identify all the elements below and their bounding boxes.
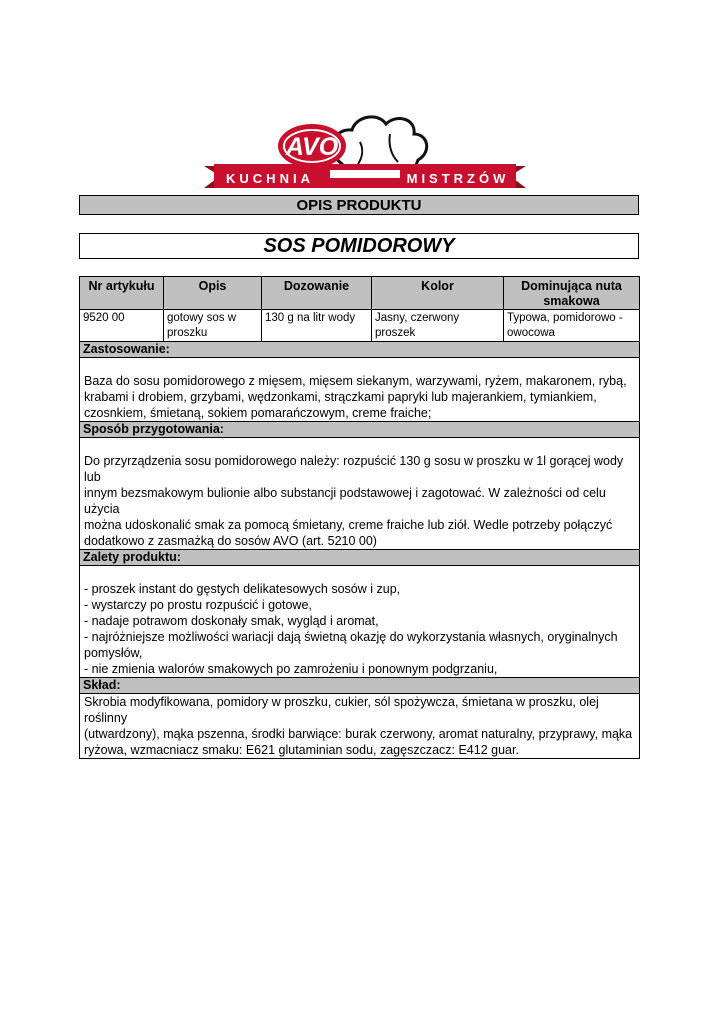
col-header-flavor: Dominująca nuta smakowa bbox=[504, 277, 640, 310]
table-header-row bbox=[80, 277, 640, 310]
composition-line: ryżowa, wzmacniacz smaku: E621 glutaminian sodu, zagęszczacz: E412 guar. bbox=[84, 743, 519, 757]
advantage-item: - proszek instant do gęstych delikatesowych sosów i zup, bbox=[84, 582, 401, 596]
advantage-item: - nie zmienia walorów smakowych po zamrożeniu i ponownym podgrzaniu, bbox=[84, 662, 498, 676]
col-header-dosage: Dozowanie bbox=[262, 277, 372, 310]
composition-section-body bbox=[80, 694, 640, 759]
cell-description: gotowy sos w proszku bbox=[164, 310, 262, 342]
advantages-section-header bbox=[80, 550, 640, 566]
chef-hat-icon bbox=[333, 117, 427, 170]
composition-line: (utwardzony), mąka pszenna, środki barwiące: burak czerwony, aromat naturalny, przyprawy, mąka bbox=[84, 727, 633, 741]
col-header-color: Kolor bbox=[372, 277, 504, 310]
col-header-article-number: Nr artykułu bbox=[80, 277, 164, 310]
usage-line: czosnkiem, śmietaną, sokiem pomarańczowym, creme fraiche; bbox=[84, 406, 432, 420]
composition-section-header bbox=[80, 678, 640, 694]
avo-logo-text: AVO bbox=[285, 133, 339, 161]
usage-line: Baza do sosu pomidorowego z mięsem, mięsem siekanym, warzywami, ryżem, makaronem, rybą, bbox=[84, 374, 627, 388]
preparation-section-body bbox=[80, 438, 640, 550]
banner-left-text: KUCHNIA bbox=[226, 171, 314, 186]
cell-article-number: 9520 00 bbox=[80, 310, 164, 342]
usage-heading: Zastosowanie: bbox=[80, 342, 640, 358]
col-header-description: Opis bbox=[164, 277, 262, 310]
advantages-heading: Zalety produktu: bbox=[80, 550, 640, 566]
product-table bbox=[79, 276, 640, 759]
composition-line: Skrobia modyfikowana, pomidory w proszku, cukier, sól spożywcza, śmietana w proszku, olej roślinny bbox=[84, 695, 599, 725]
document-title: OPIS PRODUKTU bbox=[79, 195, 639, 215]
advantages-section-body bbox=[80, 566, 640, 678]
advantage-item: - wystarczy po prostu rozpuścić i gotowe, bbox=[84, 598, 312, 612]
usage-section-header bbox=[80, 342, 640, 358]
preparation-heading: Sposób przygotowania: bbox=[80, 422, 640, 438]
logo-graphic bbox=[200, 112, 530, 194]
banner-right-text: MISTRZÓW bbox=[406, 171, 510, 186]
cell-flavor: Typowa, pomidorowo - owocowa bbox=[504, 310, 640, 342]
usage-section-body bbox=[80, 358, 640, 422]
product-name: SOS POMIDOROWY bbox=[79, 233, 639, 259]
preparation-line: dodatkowo z zasmażką do sosów AVO (art. 5210 00) bbox=[84, 534, 377, 548]
table-row bbox=[80, 310, 640, 342]
cell-dosage: 130 g na litr wody bbox=[262, 310, 372, 342]
preparation-line: Do przyrządzenia sosu pomidorowego należy: rozpuścić 130 g sosu w proszku w 1l gorącej wody lub bbox=[84, 454, 624, 484]
usage-line: krabami i drobiem, grzybami, wędzonkami, strączkami papryki lub majerankiem, tymiankiem, bbox=[84, 390, 597, 404]
composition-heading: Skład: bbox=[80, 678, 640, 694]
advantage-item: pomysłów, bbox=[84, 646, 143, 660]
advantage-item: - nadaje potrawom doskonały smak, wygląd i aromat, bbox=[84, 614, 379, 628]
preparation-line: innym bezsmakowym bulionie albo substancji podstawowej i zagotować. W zależności od celu użycia bbox=[84, 486, 606, 516]
avo-kuchnia-mistrzow-logo bbox=[200, 112, 530, 194]
advantage-item: - najróżniejsze możliwości wariacji dają świetną okazję do wykorzystania własnych, oryginalnych bbox=[84, 630, 618, 644]
preparation-section-header bbox=[80, 422, 640, 438]
cell-color: Jasny, czerwony proszek bbox=[372, 310, 504, 342]
preparation-line: można udoskonalić smak za pomocą śmietany, creme fraiche lub ziół. Wedle potrzeby połączyć bbox=[84, 518, 613, 532]
